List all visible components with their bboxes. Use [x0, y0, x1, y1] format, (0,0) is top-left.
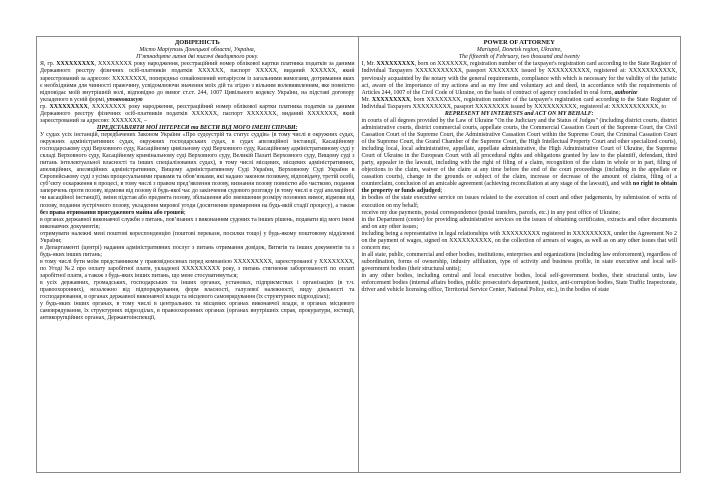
- ua-principal-name: XXXXXXXXX: [56, 61, 95, 68]
- ua-list-item: в тому числі бути моїм представником у правовідносинах перед компанією XXXXXXXXX, зареєстрованої у XXXXXXXX, по Угоді №2 про оплату заробітної плати, укладеної XXXXXXXXX року, з питань стягнення заборгованості по оплаті заробітної плати, а також з будь-яких інших питань, що мене стосуватимуться;: [40, 258, 355, 279]
- en-list-item: in all state, public, commercial and other bodies, institutions, enterprises and organizations (including law enforcement), regardless of subordination, forms of ownership, industry affiliation, type of activity and business profile, in state executive and local self-government bodies (their structural units);: [361, 251, 677, 272]
- ua-authorize-word: уповноважую: [106, 96, 143, 103]
- en-courts-text: in courts of all degrees provided by the Law of Ukraine "On the Judiciary and the Status of Judges" (including district courts, district administrative courts, district commercial courts, appellate courts, the Commercial Cassation Court of the Supreme Court, the Civil Cassation Court of the Supreme Court, the Administrative Cassation Court within the Supreme Court, the Criminal Cassation Court of the Supreme Court, the Grand Chamber of the Supreme Court, the High Intellectual Property Court and other specialized courts), including local, local administrative, appellate, appellate administrative, the High Administrative Court of Ukraine, the Supreme Court of Ukraine in the European Court with all procedural rights and obligations granted by law to the plaintiff, defendant, third party, appealer in the lawsuit, including with the right of filing of a claim, recognition of the claim in whole or in part, filing of objections to the claim, waiver of the claim at any time before the end of the court proceedings (including in the appellate or cassation courts), change in the grounds or subject of the claim, increase or decrease of the amount of claims, filing of a counterclaim, conclusion of an amicable agreement (achieving reconciliation at any stage of the lawsuit), and with: [361, 117, 677, 188]
- ua-courts-paragraph: [40, 132, 355, 217]
- ua-list-item: в усіх державних, громадських, господарських та інших органах, установах, підприємствах і організаціях (в т.ч. правоохоронних), незалежно від підпорядкування, форм власності, галузевої належності, виду діяльності та господарювання, в органах державної виконавчої влади та місцевого самоврядування (їх структурних підрозділах);: [40, 280, 355, 301]
- en-intro-text: , born on XXXXXXX, registration number of the taxpayer's registration card according to the State Register of Individual Taxpayers XXXXXXXXXXX, passport XXXXXXX issued by XXXXXXXXXX, registered at: XXXXXXXXXXX, previously acquainted by the notary with the general requirements, compliance with which is necessary for the validity of the juristic act, aware of the importance of my actions and as my free and voluntary act and deed, in accordance with the requirements of Articles 244, 1007 of the Civil Code of Ukraine, on the basis of contract of agency concluded in oral form,: [361, 61, 678, 96]
- en-authorize-word: authorize: [614, 89, 638, 96]
- en-intro-text: I, Mr.: [361, 61, 377, 68]
- ua-agent-name: XXXXXXXXX: [49, 103, 88, 110]
- en-courts-text-end: ;: [440, 188, 443, 195]
- ua-list-item: у будь-яких інших органах, в тому числі в центральних та місцевих органах виконавчої влади, в органах місцевого самоврядування, їх структурних підрозділах, в правоохоронних органах (органах внутрішніх справ, прокуратури, юстиції, антикорупційних органах, Державтоінспекції,: [40, 301, 355, 322]
- en-date: The fifteenth of February, two thousand and twenty: [458, 54, 580, 61]
- en-agent-name: XXXXXXXXX: [371, 96, 411, 103]
- en-intro-paragraph: [362, 61, 678, 110]
- ua-date: П’ятнадцяте липня дві тисячі двадцятого року.: [136, 54, 259, 61]
- ua-list-item: в органах державної виконавчої служби з питань, пов’язаних з виконанням судових та інших рішень, подавати від мого імені виконавчих документів;: [40, 216, 355, 230]
- en-list-item: in the Department (center) for providing administrative services on the issues of obtaining certificates, extracts and other documents and on any other issues;: [361, 216, 677, 230]
- ua-list-item: отримувати належні мені поштові кореспонденцію (поштові перекази, посилки тощо) у будь-якому поштовому відділенні України;: [40, 230, 355, 244]
- ua-intro-paragraph: [40, 61, 355, 124]
- power-of-attorney-document: [36, 36, 681, 473]
- en-intro-text: , born XXXXXXXX, registration number of the taxpayer's registration card according to the State Register of Individual Taxpayers XXXXXXXXX, passport XXXXXXXX issued by XXXXXXXXXX, registered at: XXXXXXXXXXX, to: [361, 96, 678, 110]
- en-list-item: in any other bodies, including central and local executive bodies, local self-government bodies, their structural units, law enforcement bodies (internal affairs bodies, public prosecutor's department, justice, anti-corruption bodies, State Traffic Inspectorate, driver and vehicle licensing office, Territorial Service Center, National Police, etc.), in the bodies of state: [361, 272, 677, 294]
- ukrainian-column: [37, 37, 359, 472]
- en-list-item: in bodies of the state executive service on issues related to the execution of court and other judgements, by submission of writs of execution on my behalf;: [361, 195, 677, 209]
- en-principal-name: XXXXXXXXX: [376, 61, 415, 68]
- ua-intro-text: гр.: [40, 103, 50, 110]
- ua-courts-text-end: ;: [183, 209, 186, 216]
- en-section-heading: REPRESENT MY INTERESTS and ACT ON MY BEHALF:: [444, 110, 594, 117]
- en-title: POWER OF ATTORNEY: [483, 39, 555, 46]
- en-list-item: including being a representative in legal relationships with XXXXXXXXX registered in XXXXXXXXX, under the Agreement No 2 on the payment of wages, signed on XXXXXXXXXX, on the collection of arrears of wages, as well as on any other issues that will concern me;: [361, 230, 677, 251]
- ua-intro-text: , XXXXXXXX року народження, реєстраційний номер облікової картки платника податків за даними Державного реєстру фізичних осіб-платників податків XXXXXX, паспорт XXXXX, виданий XXXXXX, який зареєстрований за адресою: XXXXXXXX, попередньо ознайомлений нотаріусом із загальними вимогами, дотримання яких є необхідними для чинності правочину, усвідомлюючи значення моїх дій та згідно з вільним волевиявленням, яке повністю відповідає моїй внутрішній волі, відповідно до вимог ст.ст. 244, 1007 Цивільного кодексу України, на підставі договору укладеного в усній формі,: [40, 61, 355, 103]
- ua-list-item: в Департаменті (центрі) надання адміністративних послуг з питань отримання довідок, Витягів та інших документів та з будь-яких інших питань;: [40, 244, 355, 258]
- ua-place: Місто Маріуполь Донецької області, Україна,: [139, 47, 256, 53]
- ua-title: ДОВІРЕНІСТЬ: [174, 39, 220, 46]
- ua-intro-text: , XXXXXXXX року народження, реєстраційний номер облікової картки платника податків за даними Державного реєстру фізичних осіб-платників податків XXXXXX, паспорт XXXXXXX, виданий XXXXXXX, який зареєстрований за адресою: XXXXXXX, –: [40, 103, 355, 124]
- en-intro-text: Mr.: [361, 96, 372, 103]
- ua-intro-text: Я, гр.: [40, 61, 57, 68]
- en-list-item: receive my due payments, postal correspondence (postal transfers, parcels, etc.) in any post office of Ukraine;: [361, 209, 620, 216]
- ua-section-heading: ПРЕДСТАВЛЯТИ МОЇ ІНТЕРЕСИ та ВЕСТИ ВІД МОГО ІМЕНІ СПРАВИ:: [96, 124, 298, 131]
- ua-courts-text: У судах усіх інстанцій, передбачених Законом України «Про судоустрій та статус суддів» (в тому числі в окружних судах, окружних адміністративних судах, окружних господарських судах, в судах апеляційної інстанції, Касаційному господарському суді Верховного суду, Касаційному цивільному суді Верховного суду, Касаційному адміністративному суді у складі Верховного суду, Касаційному кримінальному суді Верховного суду, Великій Палаті Верховного суду, Вищому суді з питань інтелектуальної власності та інших спеціалізованих судах), в тому числі місцевих, місцевих адміністративних, апеляційних, апеляційних адміністративних, Вищому адміністративному Суді України, Верховному Суді України в Європейському суді з усіма процесуальними правами та обов’язками, які надано законом позивачу, відповідачу, третій особі, суб’єкту оскарження в процесі, в тому числі з правом пред’явлення позову, визнання позову повністю або частково, подання заперечень проти позову, відмови від позову й будь-якої час до закінчення судового розгляду (в тому числі в суді апеляційної чи касаційної інстанції), зміни підстав або предмета позову, збільшення або зменшення розміру позовних вимог, відмови від позову, подання зустрічного позову, укладення мирової угоди (досягнення примирення на будь-якій стадії процесу), а також: [40, 132, 355, 209]
- ua-no-right-clause: без права отримання присудженого майна або грошей: [40, 209, 184, 216]
- en-place: Mariupol, Donetsk region, Ukraine,: [476, 47, 562, 53]
- en-no-right-clause: no right to obtain the property or funds adjudged: [361, 181, 677, 195]
- en-courts-paragraph: [362, 118, 678, 196]
- english-column: [359, 37, 681, 472]
